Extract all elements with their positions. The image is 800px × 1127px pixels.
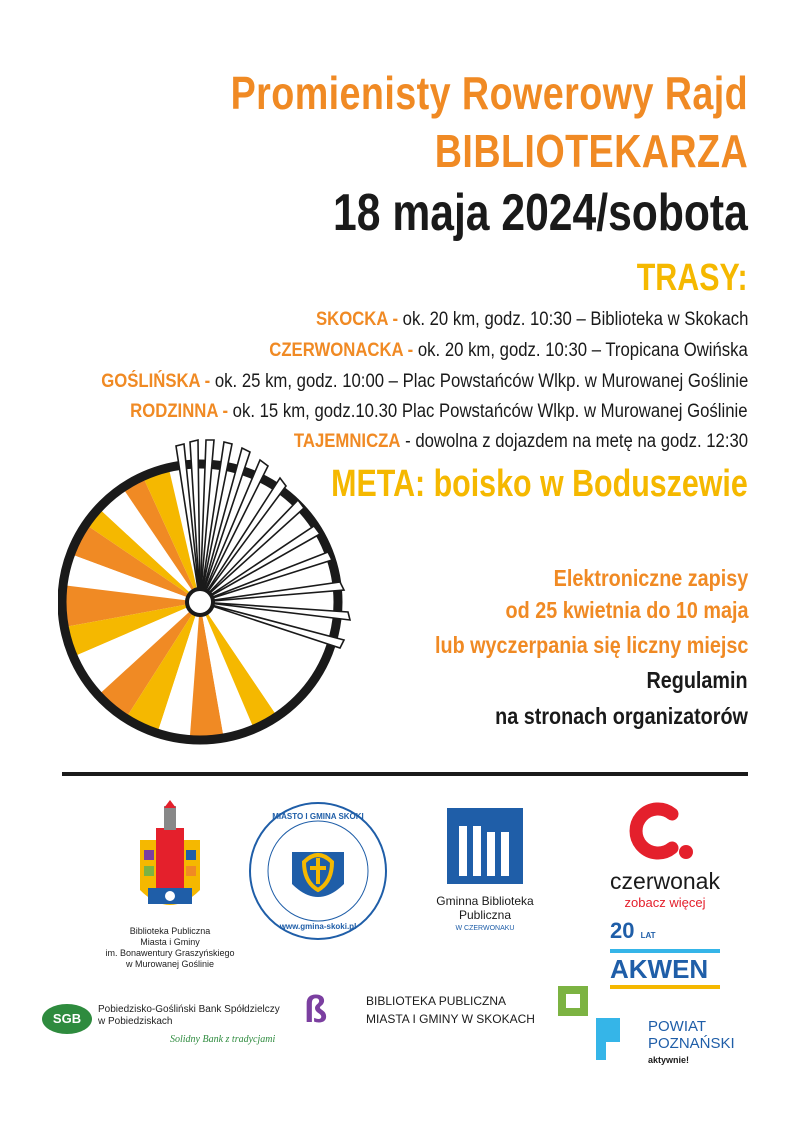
- route-name: RODZINNA: [130, 401, 219, 422]
- logo-text: BIBLIOTEKA PUBLICZNA: [366, 994, 507, 1008]
- route-separator: -: [199, 371, 215, 392]
- route-name: CZERWONACKA: [269, 340, 404, 361]
- powiat-squares-icon: [556, 984, 636, 1064]
- routes-heading: TRASY:: [637, 257, 748, 299]
- route-separator: -: [400, 431, 416, 452]
- logo-text: Biblioteka Publiczna: [129, 926, 211, 936]
- seal-icon: [248, 800, 388, 942]
- logo-text: 20: [610, 918, 635, 943]
- b-letter-icon: ß: [304, 989, 328, 1031]
- logo-text: czerwonak: [610, 868, 720, 894]
- powiat-logo: [556, 984, 756, 1064]
- logo-text: Pobiedzisko-Gośliński Bank Spółdzielczy: [98, 1004, 280, 1015]
- route-separator: -: [218, 401, 234, 422]
- route-name: SKOCKA: [315, 309, 388, 330]
- skoki-seal-logo: [248, 800, 388, 942]
- logo-text: POWIAT: [648, 1018, 707, 1035]
- logo-text: SGB: [42, 1004, 92, 1034]
- route-item: [131, 401, 748, 423]
- logo-text: im. Bonawentury Graszyńskiego: [105, 948, 235, 958]
- rules-line: na stronach organizatorów: [495, 703, 748, 729]
- wave-line: [610, 949, 720, 953]
- poster-title-line2: BIBLIOTEKARZA: [434, 125, 748, 177]
- logo-text: aktywnie!: [648, 1055, 690, 1065]
- logo-text: zobacz więcej: [624, 895, 706, 910]
- poster-title-line1: Promienisty Rowerowy Rajd: [230, 67, 748, 119]
- logo-text: Miasta i Gminy: [140, 937, 200, 947]
- registration-line: Elektroniczne zapisy: [553, 565, 748, 591]
- logo-text: Gminna Biblioteka: [436, 894, 534, 908]
- rules-line: Regulamin: [646, 667, 748, 693]
- bike-wheel-book-illustration: [58, 432, 378, 762]
- logo-text: W CZERWONAKU: [455, 925, 515, 932]
- route-name: GOŚLIŃSKA: [100, 371, 200, 392]
- logo-text: Solidny Bank z tradycjami: [170, 1034, 276, 1045]
- finish-location: META: boisko w Boduszewie: [331, 463, 748, 505]
- logo-text: Publiczna: [458, 908, 512, 922]
- logo-text: MIASTA I GMINY W SKOKACH: [366, 1012, 535, 1026]
- seal-url: www.gmina-skoki.pl: [279, 922, 357, 931]
- akwen-logo: [610, 920, 730, 989]
- logo-text: POZNAŃSKI: [648, 1035, 735, 1052]
- logo-text: AKWEN: [610, 954, 709, 984]
- czerwonak-library-logo: [415, 806, 555, 936]
- town-hall-emblem-icon: [130, 800, 210, 920]
- route-details: ok. 20 km, godz. 10:30 – Tropicana Owińska: [418, 340, 748, 361]
- route-details: ok. 20 km, godz. 10:30 – Biblioteka w Skokach: [402, 309, 748, 330]
- czerwonak-c-icon: [626, 796, 696, 866]
- route-item: [269, 340, 748, 362]
- route-name: TAJEMNICZA: [293, 431, 401, 452]
- event-date: 18 maja 2024/sobota: [333, 184, 748, 242]
- route-separator: -: [387, 309, 403, 330]
- books-icon: [445, 806, 525, 886]
- route-details: ok. 15 km, godz.10.30 Plac Powstańców Wlkp. w Murowanej Goślinie: [233, 401, 748, 422]
- route-separator: -: [403, 340, 419, 361]
- logo-text: LAT: [640, 931, 656, 940]
- route-details: ok. 25 km, godz. 10:00 – Plac Powstańców Wlkp. w Murowanej Goślinie: [214, 371, 749, 392]
- registration-line: lub wyczerpania się liczny miejsc: [434, 632, 748, 658]
- skoki-library-logo: [302, 986, 542, 1036]
- route-details: dowolna z dojazdem na metę na godz. 12:30: [415, 431, 748, 452]
- route-item: [316, 309, 748, 331]
- section-divider: [62, 772, 748, 776]
- czerwonak-logo: [590, 796, 740, 910]
- sgb-bank-logo: [42, 996, 302, 1052]
- seal-ring-text: MIASTO I GMINA SKOKI: [272, 812, 364, 821]
- murowana-library-logo: [90, 800, 250, 970]
- registration-line: od 25 kwietnia do 10 maja: [505, 597, 748, 623]
- route-item: [101, 371, 748, 393]
- logo-text: w Pobiedziskach: [98, 1016, 173, 1027]
- logo-text: w Murowanej Goślinie: [125, 959, 215, 969]
